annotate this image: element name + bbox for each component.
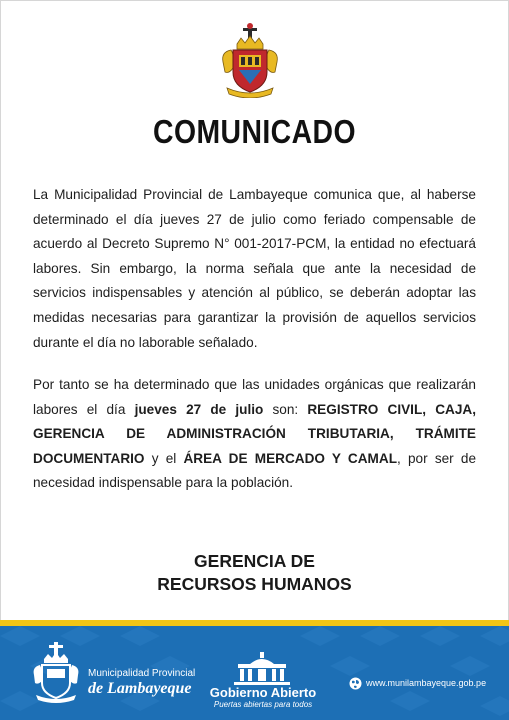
page-title: COMUNICADO — [153, 113, 356, 150]
paragraph-units-outro: , por ser de necesidad indispensable para la población. — [33, 450, 477, 491]
municipality-name-line-1: Municipalidad Provincial — [88, 668, 196, 679]
website-link[interactable]: www.munilambayeque.gob.pe — [366, 678, 487, 688]
coat-of-arms-icon — [219, 22, 281, 98]
open-government-slogan: Puertas abiertas para todos — [213, 700, 313, 709]
highlight-units-list: REGISTRO CIVIL, CAJA, GERENCIA DE ADMINISTRACIÓN TRIBUTARIA, TRÁMITE DOCUMENTARIO — [33, 401, 476, 466]
open-government-title: Gobierno Abierto — [209, 685, 317, 700]
paragraph-units — [33, 373, 476, 496]
paragraph-units-mid: son: — [263, 401, 308, 417]
highlight-market-area: ÁREA DE MERCADO Y CAMAL — [183, 450, 398, 466]
signature-block — [0, 550, 509, 596]
paragraph-units-intro: Por tanto se ha determinado que las unidades orgánicas que realizarán labores el día — [33, 377, 476, 417]
signature-line-1: GERENCIA DE — [194, 551, 315, 571]
footer-banner — [0, 626, 509, 720]
municipality-logo-text — [88, 668, 195, 698]
paragraph-announcement: La Municipalidad Provincial de Lambayeque comunica que, al haberse determinado el día jueves 27 de julio como feriado compensable de acuerdo al Decreto Supremo N° 001-2017-PCM, la entidad no efectuará labores. Sin embargo, la norma señala que ante la necesidad de servicios indispensables y atención al público, se deberán adoptar las medidas necesarias para garantizar la provisión de aquellos servicios durante el día no laborable señalado. — [33, 187, 476, 350]
paragraph-units-and: y el — [144, 450, 184, 466]
government-building-icon — [232, 652, 292, 686]
municipality-name-line-2: de Lambayeque — [88, 680, 192, 697]
footer-coat-of-arms-icon — [30, 641, 82, 703]
globe-icon — [349, 677, 362, 690]
highlight-date: jueves 27 de julio — [134, 401, 264, 417]
signature-line-2: RECURSOS HUMANOS — [157, 574, 352, 594]
